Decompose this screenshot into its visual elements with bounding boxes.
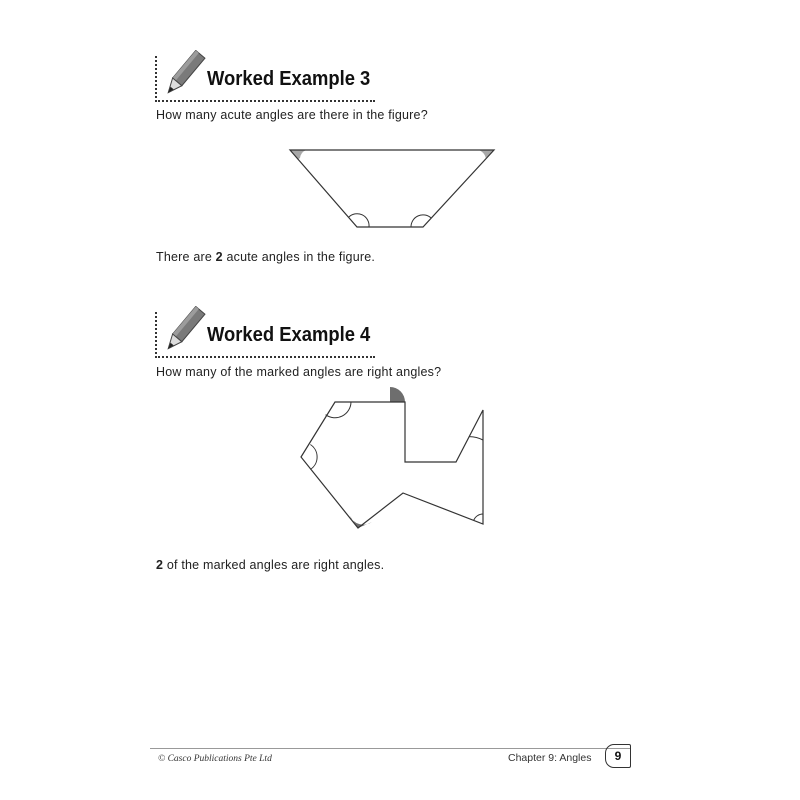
pencil-icon <box>157 50 209 100</box>
acute-angle-marker-top-right <box>469 437 483 440</box>
page-title: Worked Example 3 <box>207 68 371 90</box>
acute-angle-marker-left <box>290 150 306 160</box>
answer-value: 2 <box>156 558 164 572</box>
obtuse-angle-marker-left <box>349 214 370 227</box>
heading-dotted-rule <box>155 356 375 358</box>
worked-example-3-heading <box>155 50 375 102</box>
angle-marker-left <box>310 445 317 470</box>
obtuse-angle-marker-right <box>411 215 431 227</box>
footer-rule <box>150 748 630 749</box>
worked-example-4-heading <box>155 306 375 358</box>
heading-dotted-rule <box>155 100 375 102</box>
acute-angle-marker-right <box>478 150 494 158</box>
example4-question: How many of the marked angles are right angles? <box>156 365 442 379</box>
answer-value: 2 <box>215 250 223 264</box>
pencil-icon <box>157 306 209 356</box>
example3-answer: There are 2 acute angles in the figure. <box>156 250 376 264</box>
right-angle-marker-bottom <box>350 516 372 529</box>
acute-angle-marker-bottom-right <box>474 514 483 520</box>
example3-question: How many acute angles are there in the figure? <box>156 108 428 122</box>
copyright-notice: © Casco Publications Pte Ltd <box>158 754 272 764</box>
angle-marker-top-left <box>326 402 351 418</box>
chapter-label: Chapter 9: Angles <box>508 752 592 764</box>
section-title: Worked Example 4 <box>207 324 371 346</box>
copyright-icon: © <box>158 754 166 764</box>
right-angle-marker-top <box>390 387 405 402</box>
example4-answer: 2 of the marked angles are right angles. <box>156 558 385 572</box>
page-number: 9 <box>605 744 631 768</box>
